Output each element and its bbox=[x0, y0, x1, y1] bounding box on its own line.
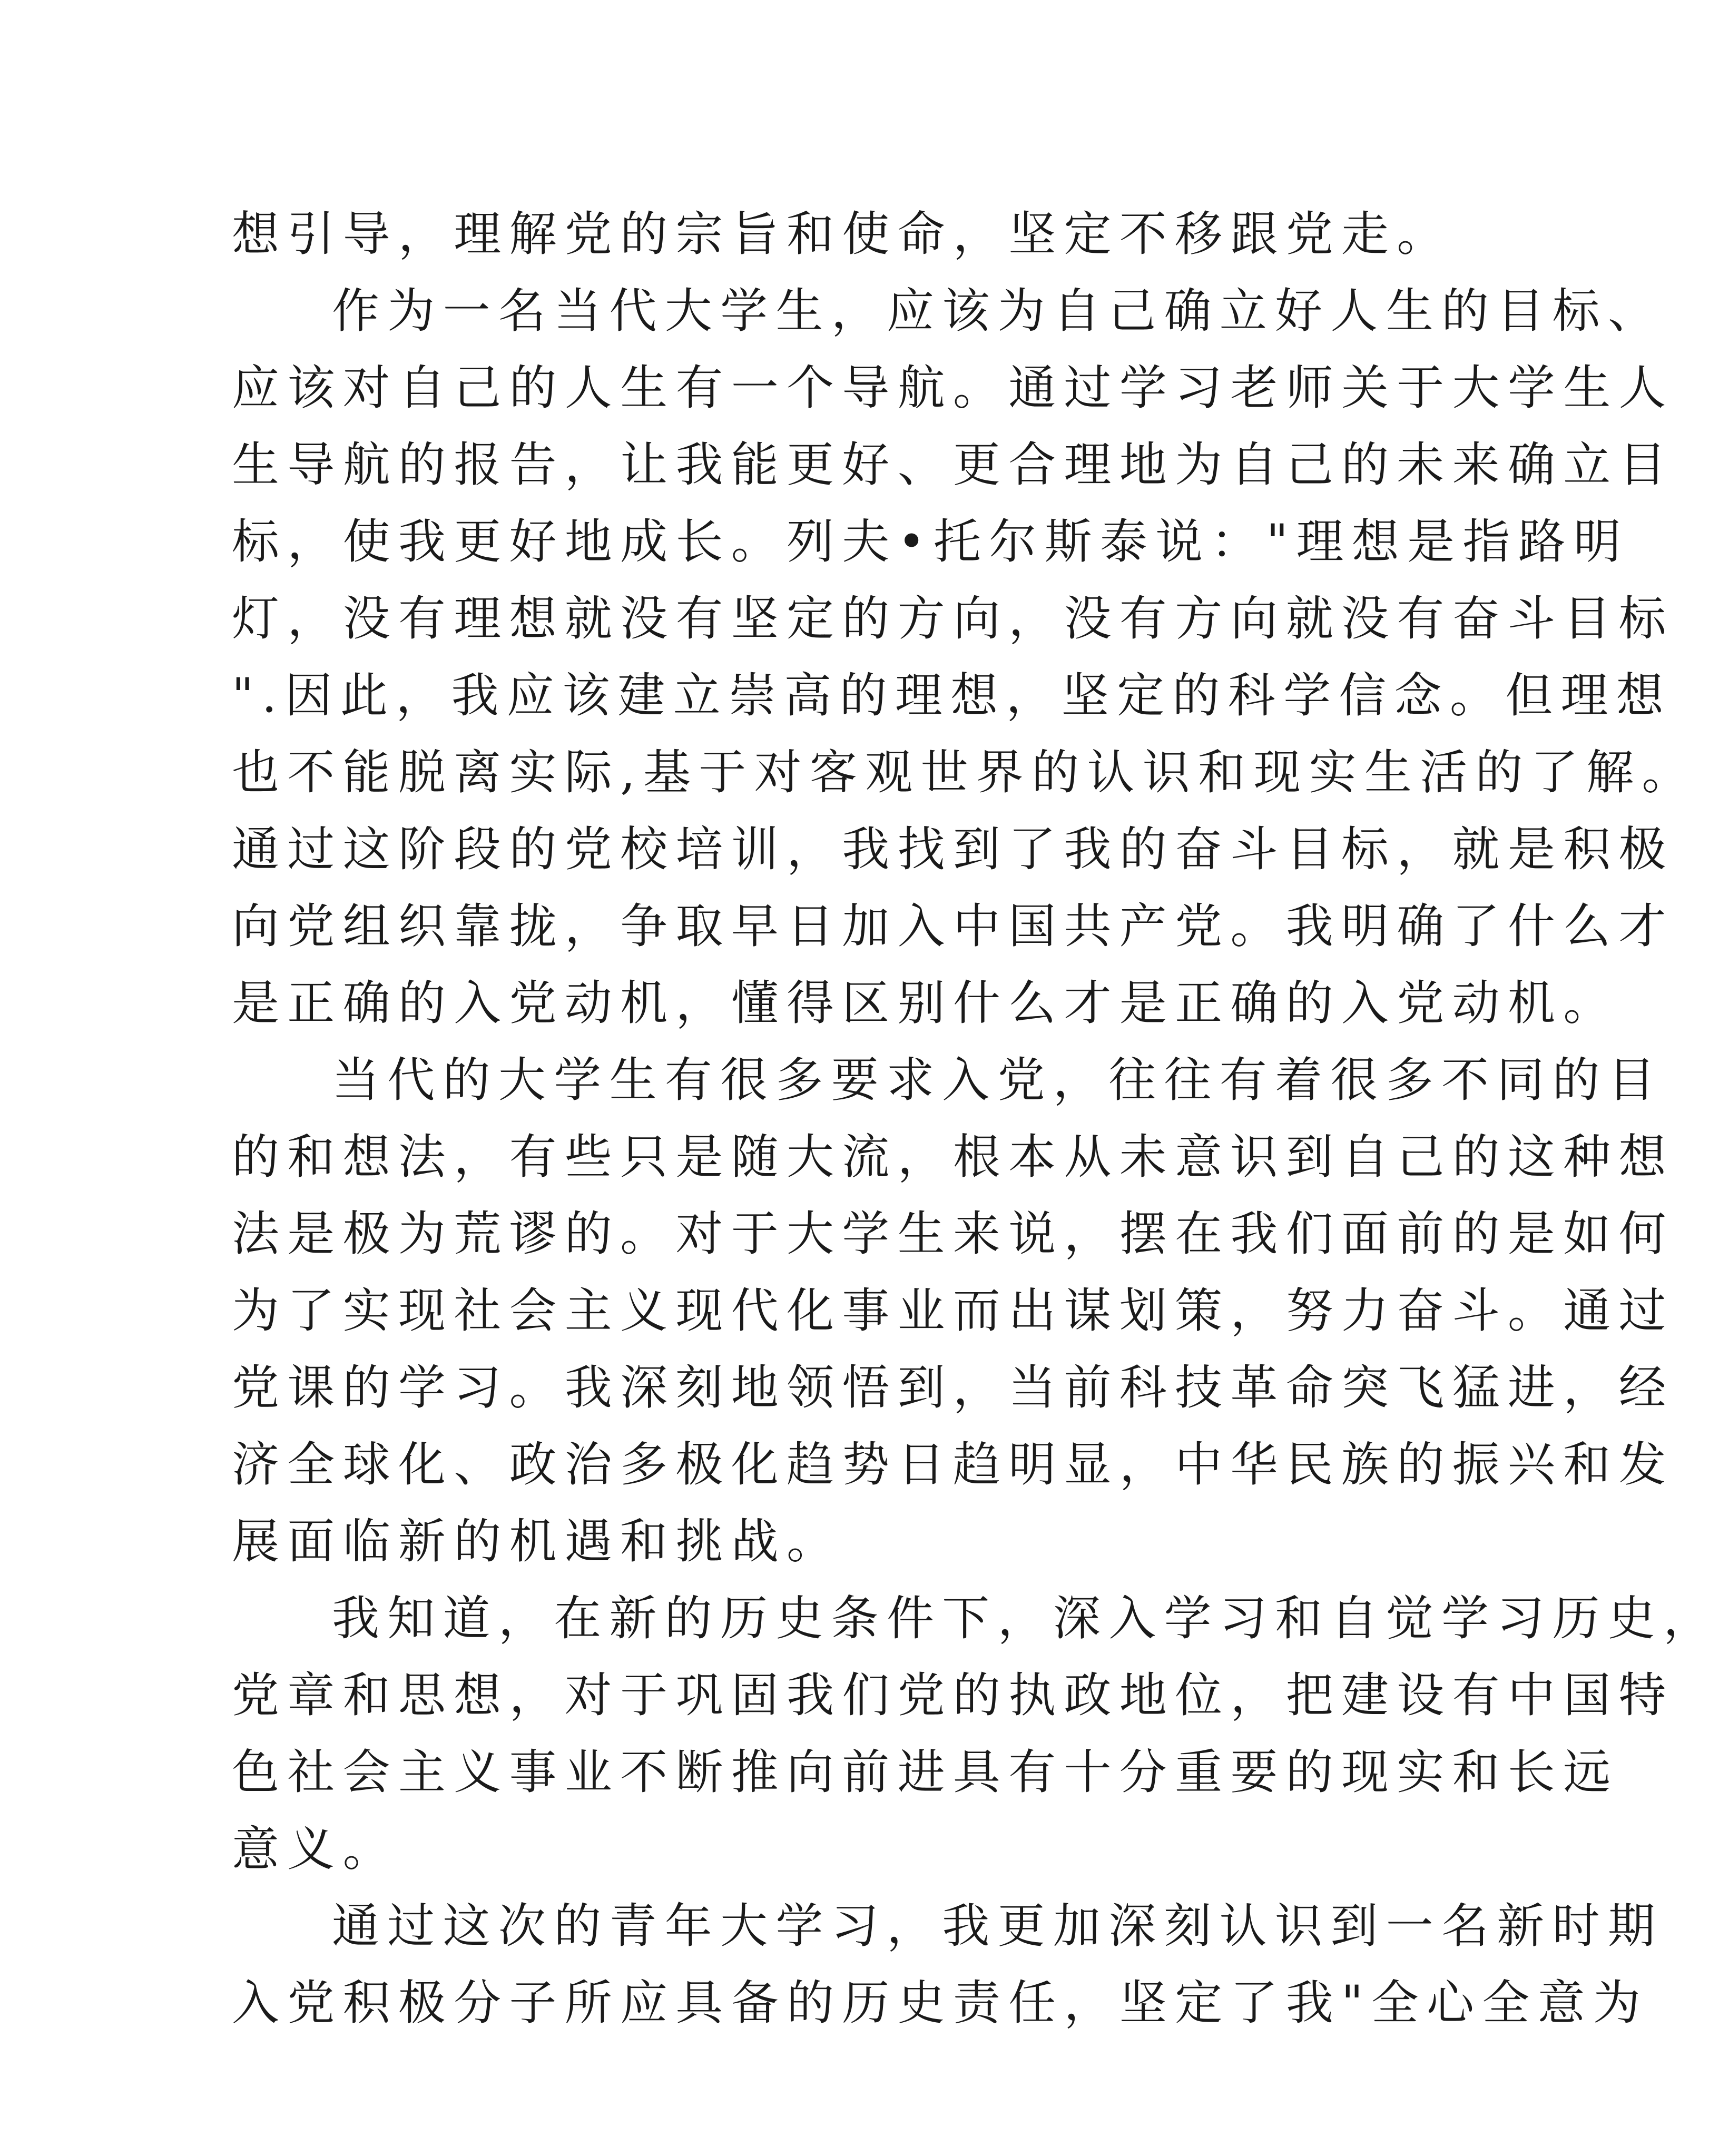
text-line: 灯，没有理想就没有坚定的方向，没有方向就没有奋斗目标 bbox=[232, 591, 1674, 646]
text-line: 也不能脱离实际,基于对客观世界的认识和现实生活的了解。 bbox=[232, 745, 1697, 800]
text-line: 展面临新的机遇和挑战。 bbox=[232, 1514, 842, 1569]
paragraph-start-line: 作为一名当代大学生，应该为自己确立好人生的目标、 bbox=[332, 283, 1664, 339]
text-line: 为了实现社会主义现代化事业而出谋划策，努力奋斗。通过 bbox=[232, 1283, 1674, 1338]
text-line: 法是极为荒谬的。对于大学生来说，摆在我们面前的是如何 bbox=[232, 1206, 1674, 1262]
text-line: 是正确的入党动机，懂得区别什么才是正确的入党动机。 bbox=[232, 976, 1619, 1031]
text-line: 通过这阶段的党校培训，我找到了我的奋斗目标，就是积极 bbox=[232, 822, 1674, 877]
text-line: 济全球化、政治多极化趋势日趋明显，中华民族的振兴和发 bbox=[232, 1437, 1674, 1492]
text-line: 色社会主义事业不断推向前进具有十分重要的现实和长远 bbox=[232, 1745, 1619, 1800]
text-line: 意义。 bbox=[232, 1822, 398, 1877]
paragraph-start-line: 当代的大学生有很多要求入党，往往有着很多不同的目 bbox=[332, 1052, 1664, 1108]
text-line: 应该对自己的人生有一个导航。通过学习老师关于大学生人 bbox=[232, 360, 1674, 416]
text-line: 入党积极分子所应具备的历史责任，坚定了我"全心全意为 bbox=[232, 1975, 1649, 2031]
text-line: 想引导，理解党的宗旨和使命，坚定不移跟党走。 bbox=[232, 206, 1452, 262]
body-text bbox=[232, 196, 1719, 2042]
text-line: 的和想法，有些只是随大流，根本从未意识到自己的这种想 bbox=[232, 1129, 1674, 1185]
text-line: 党课的学习。我深刻地领悟到，当前科技革命突飞猛进，经 bbox=[232, 1360, 1674, 1415]
text-line: 生导航的报告，让我能更好、更合理地为自己的未来确立目 bbox=[232, 437, 1674, 493]
paragraph-start-line: 通过这次的青年大学习，我更加深刻认识到一名新时期 bbox=[332, 1898, 1664, 1954]
text-line: 向党组织靠拢，争取早日加入中国共产党。我明确了什么才 bbox=[232, 899, 1674, 954]
text-line: 标，使我更好地成长。列夫•托尔斯泰说："理想是指路明 bbox=[232, 514, 1629, 569]
text-line: ".因此，我应该建立崇高的理想，坚定的科学信念。但理想 bbox=[232, 668, 1672, 723]
paragraph-start-line: 我知道，在新的历史条件下，深入学习和自觉学习历史， bbox=[332, 1591, 1719, 1646]
text-line: 党章和思想，对于巩固我们党的执政地位，把建设有中国特 bbox=[232, 1668, 1674, 1723]
